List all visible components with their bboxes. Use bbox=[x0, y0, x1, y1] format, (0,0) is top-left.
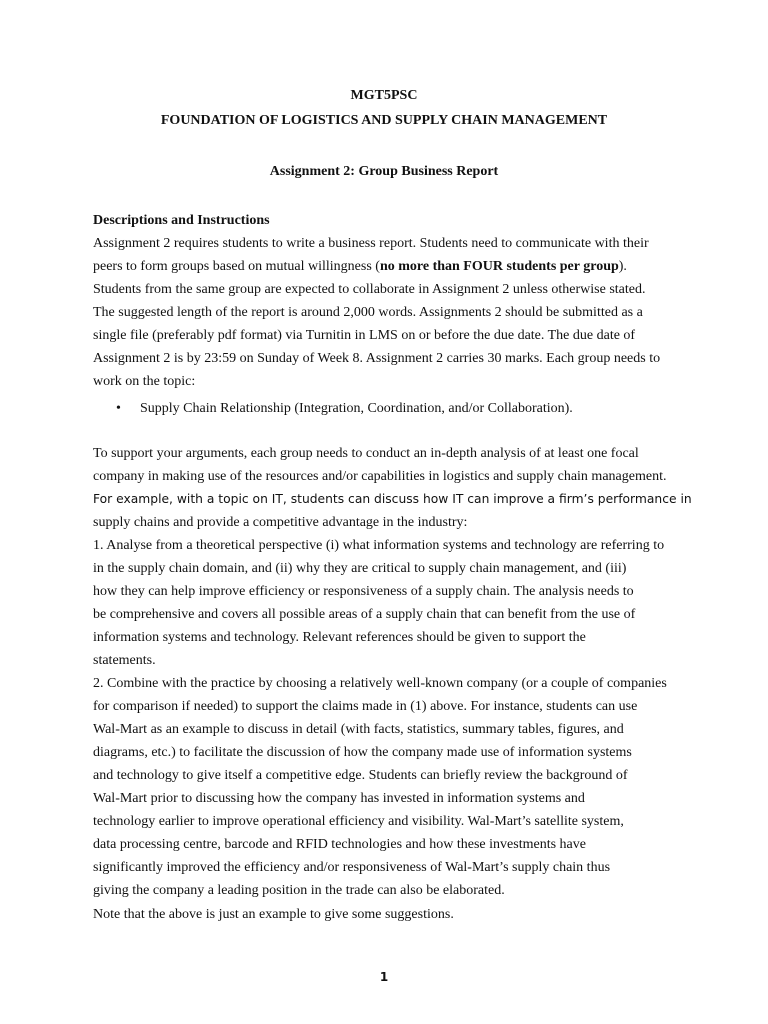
text-line: be comprehensive and covers all possible areas of a supply chain that can benefit from the use of bbox=[93, 607, 636, 622]
page-number: 1 bbox=[379, 970, 389, 984]
text-span: ). bbox=[618, 259, 627, 274]
course-title: FOUNDATION OF LOGISTICS AND SUPPLY CHAIN MANAGEMENT bbox=[160, 113, 608, 128]
text-line: Assignment 2 is by 23:59 on Sunday of Week 8. Assignment 2 carries 30 marks. Each group needs to bbox=[93, 351, 661, 366]
text-line: statements. bbox=[93, 653, 156, 668]
support-paragraph bbox=[93, 442, 692, 902]
text-line: The suggested length of the report is around 2,000 words. Assignments 2 should be submitted as a bbox=[93, 305, 643, 320]
intro-paragraph bbox=[93, 232, 683, 393]
course-code: MGT5PSC bbox=[350, 88, 418, 103]
topic-text: Supply Chain Relationship (Integration, Coordination, and/or Collaboration). bbox=[140, 401, 573, 416]
note-text: Note that the above is just an example to give some suggestions. bbox=[93, 907, 454, 922]
text-line: Students from the same group are expected to collaborate in Assignment 2 unless otherwise stated. bbox=[93, 282, 646, 297]
text-line: how they can help improve efficiency or responsiveness of a supply chain. The analysis needs to bbox=[93, 584, 634, 599]
text-line: company in making use of the resources and/or capabilities in logistics and supply chain management. bbox=[93, 469, 667, 484]
group-size-emphasis: no more than FOUR students per group bbox=[379, 259, 619, 274]
text-line: data processing centre, barcode and RFID technologies and how these investments have bbox=[93, 837, 586, 852]
text-line: Assignment 2 requires students to write a business report. Students need to communicate with their bbox=[93, 236, 649, 251]
assignment-title: Assignment 2: Group Business Report bbox=[269, 164, 499, 179]
text-line: and technology to give itself a competitive edge. Students can briefly review the background of bbox=[93, 768, 628, 783]
text-line: To support your arguments, each group needs to conduct an in-depth analysis of at least one focal bbox=[93, 446, 639, 461]
bullet-icon: • bbox=[116, 401, 121, 416]
text-line: in the supply chain domain, and (ii) why they are critical to supply chain management, and (iii) bbox=[93, 561, 627, 576]
text-line: diagrams, etc.) to facilitate the discussion of how the company made use of information systems bbox=[93, 745, 632, 760]
section-heading: Descriptions and Instructions bbox=[93, 213, 270, 228]
text-line: giving the company a leading position in the trade can also be elaborated. bbox=[93, 883, 505, 898]
text-span: peers to form groups based on mutual willingness ( bbox=[93, 259, 380, 274]
text-line bbox=[93, 255, 683, 278]
text-line: work on the topic: bbox=[93, 374, 196, 389]
text-line: significantly improved the efficiency and/or responsiveness of Wal-Mart’s supply chain thus bbox=[93, 860, 611, 875]
text-line: single file (preferably pdf format) via Turnitin in LMS on or before the due date. The due date of bbox=[93, 328, 636, 343]
text-line: supply chains and provide a competitive advantage in the industry: bbox=[93, 515, 468, 530]
text-line: 1. Analyse from a theoretical perspective (i) what information systems and technology are referring to bbox=[93, 538, 665, 553]
text-line: For example, with a topic on IT, students can discuss how IT can improve a firm’s performance in bbox=[93, 492, 692, 506]
topic-bullet bbox=[116, 397, 676, 420]
text-line: for comparison if needed) to support the claims made in (1) above. For instance, students can use bbox=[93, 699, 638, 714]
text-line: Wal-Mart prior to discussing how the company has invested in information systems and bbox=[93, 791, 585, 806]
text-line: Wal-Mart as an example to discuss in detail (with facts, statistics, summary tables, figures, and bbox=[93, 722, 624, 737]
list-item-1 bbox=[93, 534, 683, 672]
list-item-2 bbox=[93, 672, 683, 902]
text-line: technology earlier to improve operational efficiency and visibility. Wal-Mart’s satellite system, bbox=[93, 814, 624, 829]
text-line: information systems and technology. Relevant references should be given to support the bbox=[93, 630, 586, 645]
text-line: 2. Combine with the practice by choosing a relatively well-known company (or a couple of companies bbox=[93, 676, 667, 691]
